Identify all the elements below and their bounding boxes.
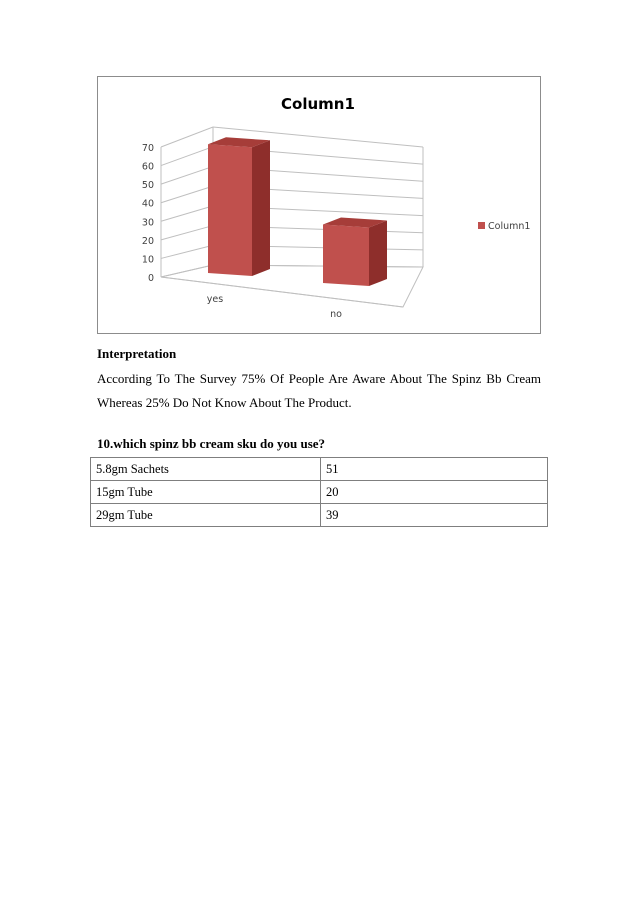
table-row — [91, 504, 548, 527]
gridline-side — [161, 226, 213, 240]
question-heading: 10.which spinz bb cream sku do you use? — [97, 436, 326, 451]
gridline-side — [161, 186, 213, 203]
y-tick-label: 70 — [141, 143, 154, 154]
gridline-side — [161, 206, 213, 221]
chart-container — [97, 76, 541, 334]
y-tick-label: 60 — [141, 161, 154, 173]
bar-side — [369, 221, 387, 287]
sku-cell: 15gm Tube — [91, 481, 321, 504]
chart-title: Column1 — [281, 95, 355, 113]
count-cell: 39 — [321, 504, 548, 527]
x-tick-label: no — [330, 309, 342, 320]
bar-chart — [98, 77, 542, 335]
y-tick-label: 50 — [141, 180, 154, 192]
sku-cell: 5.8gm Sachets — [91, 458, 321, 481]
table-row — [91, 458, 548, 481]
count-cell: 20 — [321, 481, 548, 504]
sku-cell: 29gm Tube — [91, 504, 321, 527]
y-tick-label: 0 — [147, 273, 154, 284]
y-tick-label: 30 — [141, 217, 154, 229]
interpretation-heading: Interpretation — [97, 346, 177, 361]
y-tick-label: 10 — [141, 254, 154, 266]
x-tick-label: yes — [206, 294, 224, 305]
legend-swatch — [478, 222, 485, 229]
gridline-side — [161, 245, 213, 258]
bar-side — [252, 140, 270, 276]
bar-front — [323, 225, 369, 287]
gridline-side — [161, 127, 213, 147]
count-cell: 51 — [321, 458, 548, 481]
bar-front — [208, 144, 252, 276]
legend-label: Column1 — [488, 221, 531, 232]
table-row — [91, 481, 548, 504]
gridline-side — [161, 166, 213, 184]
gridline-side — [161, 147, 213, 166]
sku-table — [90, 457, 548, 527]
interpretation-text: According To The Survey 75% Of People Are Aware About The Spinz Bb Cream Whereas 25% Do Not Know About The Product. — [97, 371, 541, 410]
y-tick-label: 20 — [141, 235, 154, 247]
y-tick-label: 40 — [141, 198, 154, 210]
